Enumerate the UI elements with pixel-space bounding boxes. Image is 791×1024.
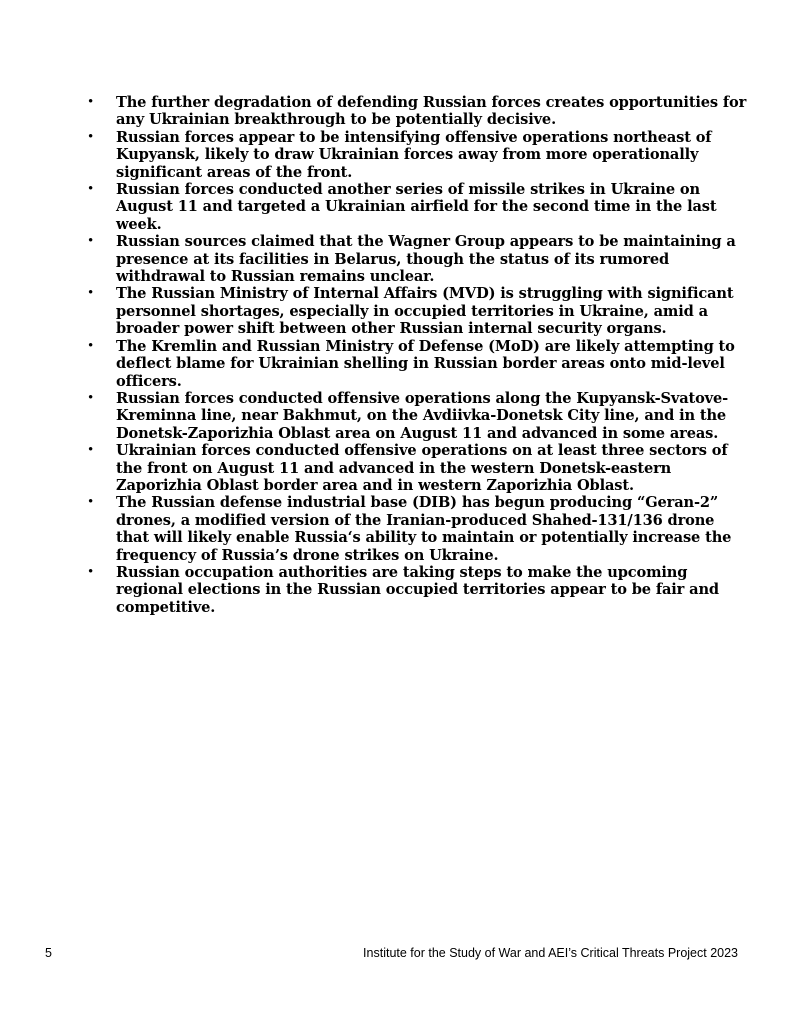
bullet-text: Russian sources claimed that the Wagner Group appears to be maintaining a presence at its facilities in Belarus, though the status of its rumored withdrawal to Russian remains unclear. [116,233,736,286]
page-number: 5 [45,946,52,960]
bullet-item [88,442,748,494]
bullet-icon: • [88,285,94,302]
bullet-icon: • [88,181,94,198]
bullet-item [88,390,748,442]
bullet-text: Ukrainian forces conducted offensive operations on at least three sectors of the front on August 11 and advanced in the western Donetsk-eastern Zaporizhia Oblast border area and in western Zaporizhia Oblast. [116,442,728,494]
bullet-icon: • [88,442,94,459]
bullet-item [88,338,748,390]
bullet-icon: • [88,337,94,354]
footer-credit: Institute for the Study of War and AEI’s Critical Threats Project 2023 [363,946,738,960]
bullet-item [88,285,748,337]
bullet-item [88,94,748,129]
bullet-item [88,233,748,285]
bullet-text: Russian forces appear to be intensifying offensive operations northeast of Kupyansk, likely to draw Ukrainian forces away from more operationally significant areas of the front. [116,128,712,181]
bullet-list [88,94,748,616]
bullet-text: The further degradation of defending Russian forces creates opportunities for any Ukrainian breakthrough to be potentially decisive. [116,94,747,129]
bullet-text: Russian forces conducted offensive operations along the Kupyansk-Svatove-Kreminna line, near Bakhmut, on the Avdiivka-Donetsk City line, and in the Donetsk-Zaporizhia Oblast area on August 11 and advanced in some areas. [116,389,729,442]
bullet-item [88,129,748,181]
bullet-item [88,181,748,233]
bullet-icon: • [88,494,94,511]
bullet-icon: • [88,389,94,406]
bullet-item [88,564,748,616]
bullet-item [88,494,748,564]
key-takeaways-section [88,94,748,616]
bullet-text: Russian forces conducted another series of missile strikes in Ukraine on August 11 and targeted a Ukrainian airfield for the second time in the last week. [116,181,717,233]
bullet-icon: • [88,233,94,250]
bullet-text: The Kremlin and Russian Ministry of Defense (MoD) are likely attempting to deflect blame for Ukrainian shelling in Russian border areas onto mid-level officers. [116,337,735,390]
bullet-text: Russian occupation authorities are taking steps to make the upcoming regional elections in the Russian occupied territories appear to be fair and competitive. [116,563,719,616]
bullet-icon: • [88,563,94,580]
page-footer [0,944,791,962]
bullet-text: The Russian Ministry of Internal Affairs (MVD) is struggling with significant personnel shortages, especially in occupied territories in Ukraine, amid a broader power shift between other Russian internal security organs. [116,285,734,338]
bullet-text: The Russian defense industrial base (DIB) has begun producing “Geran-2” drones, a modified version of the Iranian-produced Shahed-131/136 drone that will likely enable Russia‘s ability to maintain or potentially increase the frequency of Russia’s drone strikes on Ukraine. [116,494,732,564]
bullet-icon: • [88,94,94,110]
bullet-icon: • [88,128,94,145]
